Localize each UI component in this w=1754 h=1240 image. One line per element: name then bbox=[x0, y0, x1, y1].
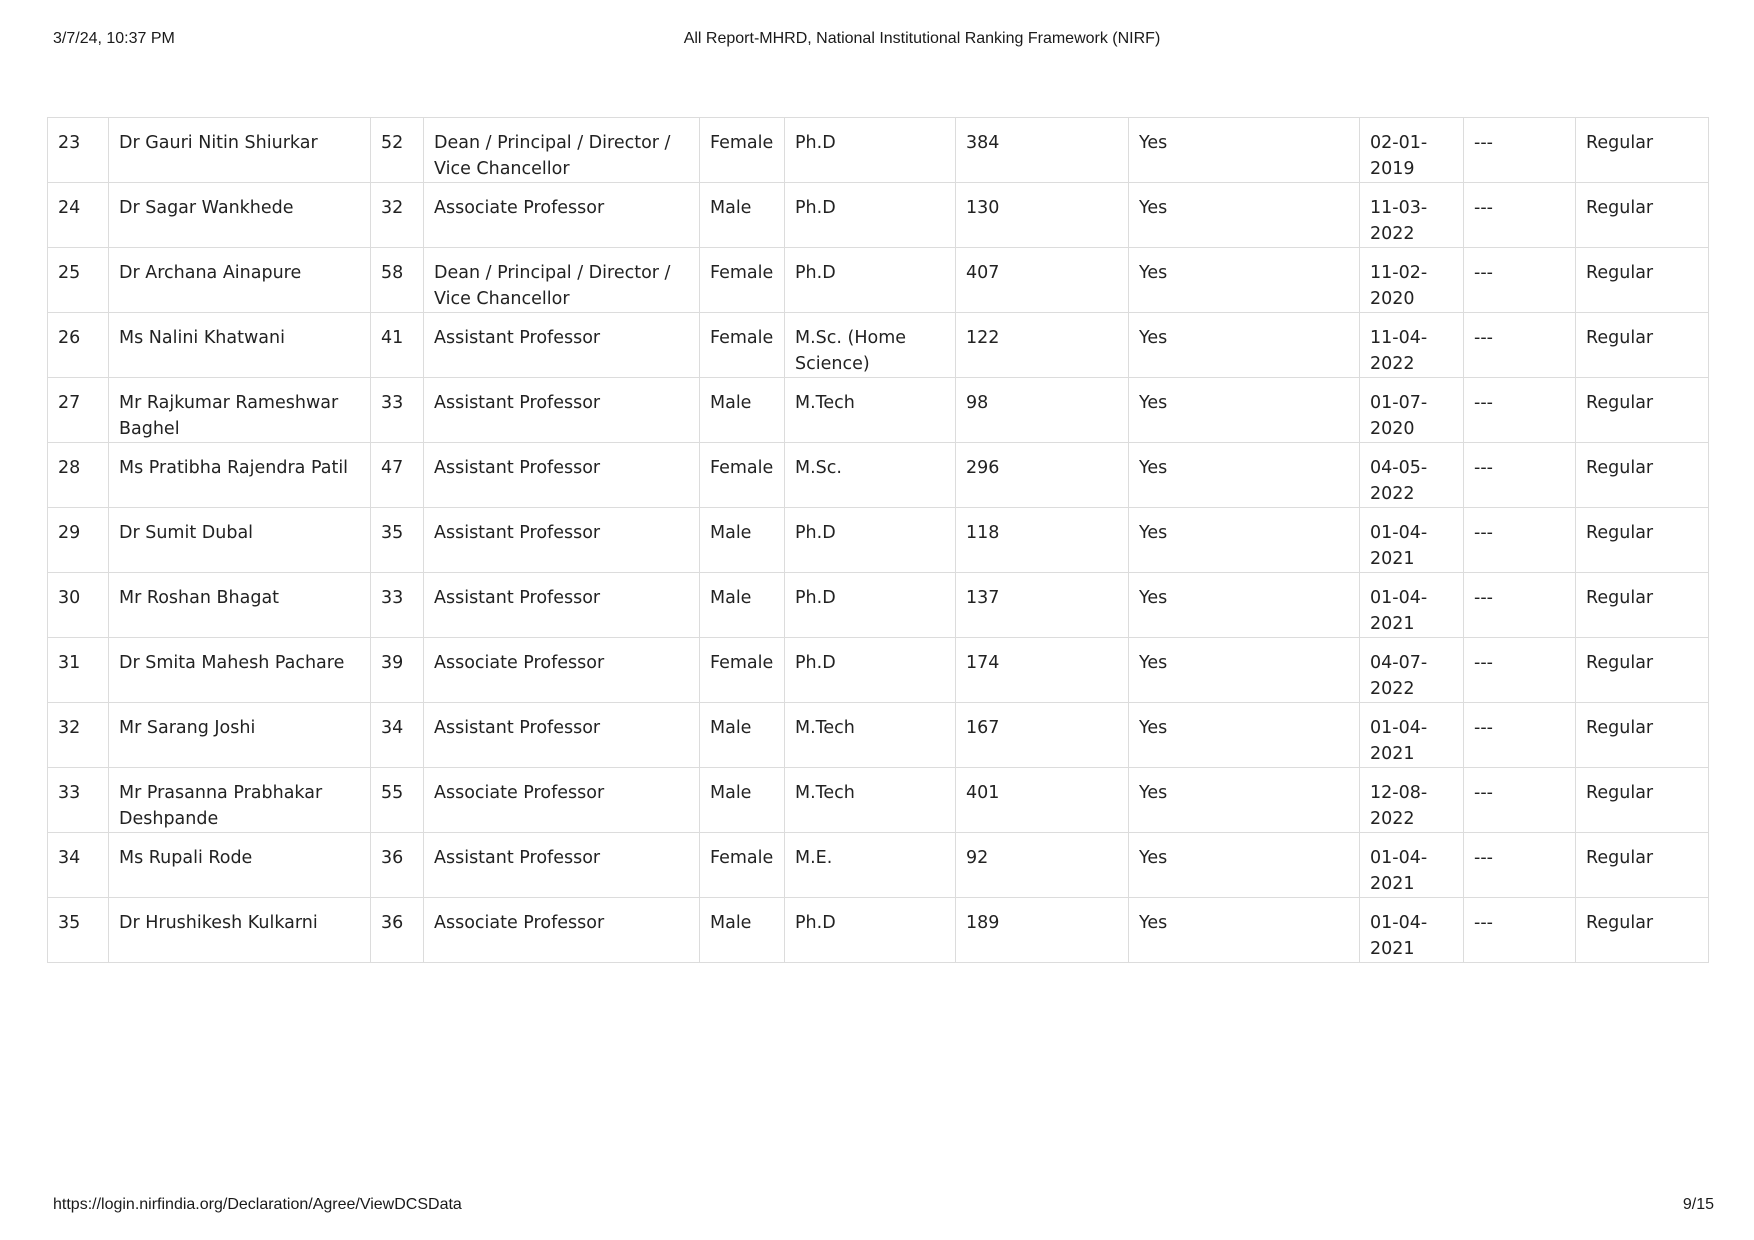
age-cell: 33 bbox=[371, 573, 424, 638]
age-cell: 36 bbox=[371, 898, 424, 963]
gender-cell: Male bbox=[700, 768, 785, 833]
faculty-name-cell: Ms Rupali Rode bbox=[109, 833, 371, 898]
table-row bbox=[48, 313, 1709, 378]
source-url: https://login.nirfindia.org/Declaration/Agree/ViewDCSData bbox=[53, 1196, 462, 1213]
gender-cell: Female bbox=[700, 833, 785, 898]
serial-number-cell: 24 bbox=[48, 183, 109, 248]
faculty-name-cell: Dr Sagar Wankhede bbox=[109, 183, 371, 248]
joining-date-cell: 01-04-2021 bbox=[1360, 833, 1464, 898]
age-cell: 35 bbox=[371, 508, 424, 573]
association-type-cell: Regular bbox=[1576, 768, 1709, 833]
gender-cell: Female bbox=[700, 638, 785, 703]
qualification-cell: Ph.D bbox=[785, 508, 956, 573]
gender-cell: Male bbox=[700, 573, 785, 638]
table-row bbox=[48, 183, 1709, 248]
leaving-date-cell: --- bbox=[1464, 768, 1576, 833]
leaving-date-cell: --- bbox=[1464, 248, 1576, 313]
gender-cell: Female bbox=[700, 443, 785, 508]
table-row bbox=[48, 573, 1709, 638]
joining-date-cell: 12-08-2022 bbox=[1360, 768, 1464, 833]
gender-cell: Male bbox=[700, 183, 785, 248]
qualification-cell: Ph.D bbox=[785, 118, 956, 183]
currently-working-cell: Yes bbox=[1129, 768, 1360, 833]
currently-working-cell: Yes bbox=[1129, 898, 1360, 963]
designation-cell: Associate Professor bbox=[424, 898, 700, 963]
association-type-cell: Regular bbox=[1576, 313, 1709, 378]
association-type-cell: Regular bbox=[1576, 443, 1709, 508]
association-type-cell: Regular bbox=[1576, 118, 1709, 183]
qualification-cell: Ph.D bbox=[785, 573, 956, 638]
qualification-cell: M.Sc. (Home Science) bbox=[785, 313, 956, 378]
leaving-date-cell: --- bbox=[1464, 443, 1576, 508]
serial-number-cell: 30 bbox=[48, 573, 109, 638]
experience-cell: 122 bbox=[956, 313, 1129, 378]
faculty-name-cell: Mr Roshan Bhagat bbox=[109, 573, 371, 638]
joining-date-cell: 11-02-2020 bbox=[1360, 248, 1464, 313]
page-title: All Report-MHRD, National Institutional Ranking Framework (NIRF) bbox=[683, 30, 1161, 47]
currently-working-cell: Yes bbox=[1129, 378, 1360, 443]
association-type-cell: Regular bbox=[1576, 508, 1709, 573]
serial-number-cell: 28 bbox=[48, 443, 109, 508]
age-cell: 58 bbox=[371, 248, 424, 313]
experience-cell: 98 bbox=[956, 378, 1129, 443]
association-type-cell: Regular bbox=[1576, 638, 1709, 703]
designation-cell: Dean / Principal / Director / Vice Chancellor bbox=[424, 118, 700, 183]
serial-number-cell: 32 bbox=[48, 703, 109, 768]
joining-date-cell: 02-01-2019 bbox=[1360, 118, 1464, 183]
faculty-name-cell: Dr Sumit Dubal bbox=[109, 508, 371, 573]
experience-cell: 174 bbox=[956, 638, 1129, 703]
experience-cell: 296 bbox=[956, 443, 1129, 508]
leaving-date-cell: --- bbox=[1464, 313, 1576, 378]
experience-cell: 189 bbox=[956, 898, 1129, 963]
designation-cell: Associate Professor bbox=[424, 768, 700, 833]
joining-date-cell: 01-04-2021 bbox=[1360, 573, 1464, 638]
joining-date-cell: 01-04-2021 bbox=[1360, 508, 1464, 573]
designation-cell: Assistant Professor bbox=[424, 573, 700, 638]
joining-date-cell: 11-04-2022 bbox=[1360, 313, 1464, 378]
designation-cell: Assistant Professor bbox=[424, 443, 700, 508]
serial-number-cell: 27 bbox=[48, 378, 109, 443]
experience-cell: 384 bbox=[956, 118, 1129, 183]
leaving-date-cell: --- bbox=[1464, 183, 1576, 248]
qualification-cell: M.Sc. bbox=[785, 443, 956, 508]
qualification-cell: M.E. bbox=[785, 833, 956, 898]
leaving-date-cell: --- bbox=[1464, 898, 1576, 963]
faculty-name-cell: Ms Pratibha Rajendra Patil bbox=[109, 443, 371, 508]
serial-number-cell: 31 bbox=[48, 638, 109, 703]
gender-cell: Male bbox=[700, 703, 785, 768]
age-cell: 39 bbox=[371, 638, 424, 703]
joining-date-cell: 04-05-2022 bbox=[1360, 443, 1464, 508]
experience-cell: 130 bbox=[956, 183, 1129, 248]
faculty-name-cell: Mr Sarang Joshi bbox=[109, 703, 371, 768]
table-row bbox=[48, 768, 1709, 833]
faculty-table bbox=[47, 117, 1709, 963]
experience-cell: 118 bbox=[956, 508, 1129, 573]
currently-working-cell: Yes bbox=[1129, 443, 1360, 508]
designation-cell: Assistant Professor bbox=[424, 508, 700, 573]
age-cell: 32 bbox=[371, 183, 424, 248]
experience-cell: 401 bbox=[956, 768, 1129, 833]
gender-cell: Male bbox=[700, 898, 785, 963]
leaving-date-cell: --- bbox=[1464, 833, 1576, 898]
currently-working-cell: Yes bbox=[1129, 833, 1360, 898]
gender-cell: Female bbox=[700, 248, 785, 313]
leaving-date-cell: --- bbox=[1464, 703, 1576, 768]
table-row bbox=[48, 443, 1709, 508]
currently-working-cell: Yes bbox=[1129, 313, 1360, 378]
gender-cell: Female bbox=[700, 313, 785, 378]
page-number: 9/15 bbox=[1682, 1196, 1714, 1213]
leaving-date-cell: --- bbox=[1464, 573, 1576, 638]
faculty-name-cell: Dr Archana Ainapure bbox=[109, 248, 371, 313]
serial-number-cell: 23 bbox=[48, 118, 109, 183]
leaving-date-cell: --- bbox=[1464, 378, 1576, 443]
experience-cell: 137 bbox=[956, 573, 1129, 638]
faculty-name-cell: Dr Gauri Nitin Shiurkar bbox=[109, 118, 371, 183]
designation-cell: Assistant Professor bbox=[424, 833, 700, 898]
serial-number-cell: 25 bbox=[48, 248, 109, 313]
faculty-name-cell: Dr Smita Mahesh Pachare bbox=[109, 638, 371, 703]
table-row bbox=[48, 118, 1709, 183]
currently-working-cell: Yes bbox=[1129, 638, 1360, 703]
currently-working-cell: Yes bbox=[1129, 248, 1360, 313]
leaving-date-cell: --- bbox=[1464, 508, 1576, 573]
designation-cell: Associate Professor bbox=[424, 638, 700, 703]
joining-date-cell: 01-04-2021 bbox=[1360, 898, 1464, 963]
table-row bbox=[48, 508, 1709, 573]
faculty-name-cell: Ms Nalini Khatwani bbox=[109, 313, 371, 378]
currently-working-cell: Yes bbox=[1129, 703, 1360, 768]
age-cell: 55 bbox=[371, 768, 424, 833]
association-type-cell: Regular bbox=[1576, 248, 1709, 313]
joining-date-cell: 04-07-2022 bbox=[1360, 638, 1464, 703]
table-row bbox=[48, 248, 1709, 313]
designation-cell: Assistant Professor bbox=[424, 703, 700, 768]
serial-number-cell: 34 bbox=[48, 833, 109, 898]
qualification-cell: Ph.D bbox=[785, 638, 956, 703]
serial-number-cell: 29 bbox=[48, 508, 109, 573]
qualification-cell: Ph.D bbox=[785, 248, 956, 313]
age-cell: 47 bbox=[371, 443, 424, 508]
association-type-cell: Regular bbox=[1576, 833, 1709, 898]
designation-cell: Assistant Professor bbox=[424, 378, 700, 443]
association-type-cell: Regular bbox=[1576, 703, 1709, 768]
table-row bbox=[48, 898, 1709, 963]
age-cell: 41 bbox=[371, 313, 424, 378]
gender-cell: Female bbox=[700, 118, 785, 183]
serial-number-cell: 26 bbox=[48, 313, 109, 378]
qualification-cell: M.Tech bbox=[785, 703, 956, 768]
age-cell: 34 bbox=[371, 703, 424, 768]
table-row bbox=[48, 638, 1709, 703]
age-cell: 52 bbox=[371, 118, 424, 183]
designation-cell: Dean / Principal / Director / Vice Chancellor bbox=[424, 248, 700, 313]
association-type-cell: Regular bbox=[1576, 573, 1709, 638]
serial-number-cell: 35 bbox=[48, 898, 109, 963]
qualification-cell: M.Tech bbox=[785, 378, 956, 443]
gender-cell: Male bbox=[700, 378, 785, 443]
experience-cell: 92 bbox=[956, 833, 1129, 898]
currently-working-cell: Yes bbox=[1129, 508, 1360, 573]
age-cell: 36 bbox=[371, 833, 424, 898]
qualification-cell: Ph.D bbox=[785, 898, 956, 963]
faculty-name-cell: Mr Rajkumar Rameshwar Baghel bbox=[109, 378, 371, 443]
faculty-name-cell: Dr Hrushikesh Kulkarni bbox=[109, 898, 371, 963]
association-type-cell: Regular bbox=[1576, 378, 1709, 443]
table-row bbox=[48, 703, 1709, 768]
joining-date-cell: 01-07-2020 bbox=[1360, 378, 1464, 443]
print-datetime: 3/7/24, 10:37 PM bbox=[53, 30, 175, 47]
joining-date-cell: 01-04-2021 bbox=[1360, 703, 1464, 768]
faculty-name-cell: Mr Prasanna Prabhakar Deshpande bbox=[109, 768, 371, 833]
currently-working-cell: Yes bbox=[1129, 183, 1360, 248]
table-row bbox=[48, 378, 1709, 443]
association-type-cell: Regular bbox=[1576, 183, 1709, 248]
table-row bbox=[48, 833, 1709, 898]
association-type-cell: Regular bbox=[1576, 898, 1709, 963]
experience-cell: 167 bbox=[956, 703, 1129, 768]
qualification-cell: M.Tech bbox=[785, 768, 956, 833]
joining-date-cell: 11-03-2022 bbox=[1360, 183, 1464, 248]
serial-number-cell: 33 bbox=[48, 768, 109, 833]
currently-working-cell: Yes bbox=[1129, 573, 1360, 638]
designation-cell: Assistant Professor bbox=[424, 313, 700, 378]
leaving-date-cell: --- bbox=[1464, 638, 1576, 703]
currently-working-cell: Yes bbox=[1129, 118, 1360, 183]
age-cell: 33 bbox=[371, 378, 424, 443]
experience-cell: 407 bbox=[956, 248, 1129, 313]
designation-cell: Associate Professor bbox=[424, 183, 700, 248]
leaving-date-cell: --- bbox=[1464, 118, 1576, 183]
gender-cell: Male bbox=[700, 508, 785, 573]
qualification-cell: Ph.D bbox=[785, 183, 956, 248]
